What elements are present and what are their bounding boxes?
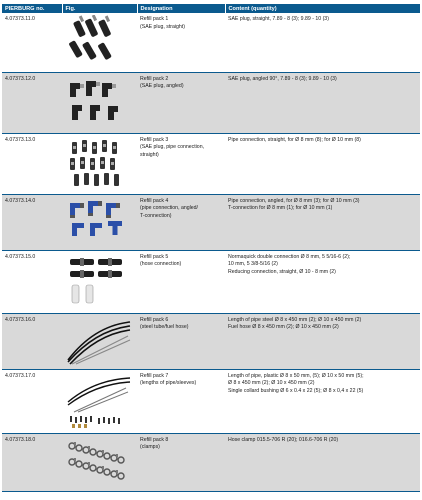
content-line: Length of pipe, plastic Ø 8 x 50 mm, (5); Ø 10 x 50 mm (5);: [228, 372, 364, 379]
designation-title: Refill pack 2: [140, 75, 169, 82]
content-line: Pipe connection, angled, for Ø 8 mm (3); for Ø 10 mm (3): [228, 197, 360, 204]
designation-title: Refill pack 4: [140, 197, 169, 204]
steel-tube-fuel-hose-icon: [64, 316, 134, 366]
part-number: 4.07373.12.0: [2, 72, 62, 133]
designation-title: Refill pack 7: [140, 372, 169, 379]
content-line: Normaquick double connection Ø 8 mm, 5 5/16-6 (2);: [228, 253, 351, 260]
designation-subtitle: T-connection): [140, 212, 172, 219]
part-number: 4.07373.11.0: [2, 13, 62, 72]
table-row: [2, 250, 420, 313]
designation-title: Refill pack 8: [140, 436, 169, 443]
designation-subtitle: (pipe connection, angled/: [140, 205, 198, 212]
table-row: [2, 72, 420, 133]
designation-subtitle: (steel tube/fuel hose): [140, 324, 189, 331]
part-number: 4.07373.17.0: [2, 369, 62, 433]
designation-subtitle: (clamps): [140, 444, 160, 451]
table-header-row: [2, 4, 420, 13]
part-number: 4.07373.13.0: [2, 133, 62, 194]
content-line: 10 mm, 5 3/8-5/16 (2): [228, 261, 278, 268]
content-line: SAE plug, angled 90°, 7.89 - 8 (3); 9.89 - 10 (3): [228, 75, 337, 82]
part-number: 4.07373.16.0: [2, 313, 62, 369]
part-number: 4.07373.15.0: [2, 250, 62, 313]
table-row: [2, 369, 420, 433]
content-line: Hose clamp 015.5-706 R (20); 016.6-706 R (20): [228, 436, 339, 443]
content-line: Fuel hose Ø 8 x 450 mm (2); Ø 10 x 450 mm (2): [228, 324, 339, 331]
hose-connection-icon: [64, 253, 134, 309]
table-row: [2, 133, 420, 194]
content-line: Pipe connection, straight, for Ø 8 mm (8); for Ø 10 mm (8): [228, 136, 361, 143]
header-designation: Designation: [137, 4, 225, 13]
part-number: 4.07373.14.0: [2, 194, 62, 250]
content-line: Single collard bushing Ø 6 x 0.4 x 22 (5); Ø 8 x 0,4 x 22 (5): [228, 387, 364, 394]
designation-title: Refill pack 5: [140, 253, 169, 260]
designation-title: Refill pack 1: [140, 16, 169, 22]
header-part-number: PIERBURG no.: [2, 4, 62, 13]
hose-clamps-icon: [64, 436, 134, 488]
content-line: SAE plug, straight, 7.89 - 8 (3); 9.89 - 10 (3): [228, 16, 329, 22]
content-line: Length of pipe steel Ø 8 x 450 mm (2); Ø 10 x 450 mm (2): [228, 316, 362, 323]
header-content: Content (quantity): [225, 4, 420, 13]
pipe-lengths-sleeves-icon: [64, 372, 134, 430]
designation-title: Refill pack 6: [140, 316, 169, 323]
designation-subtitle: (SAE plug, pipe connection,: [140, 144, 205, 151]
angled-pipe-connection-icon: [64, 197, 134, 247]
header-figure: Fig.: [62, 4, 137, 13]
refill-pack-table: [2, 4, 421, 492]
content-line: Reducing connection, straight, Ø 10 - 8 mm (2): [228, 268, 336, 275]
angled-sae-plug-icon: [64, 75, 134, 129]
table-row: [2, 194, 420, 250]
part-number: 4.07373.18.0: [2, 433, 62, 491]
designation-subtitle: (SAE plug, straight): [140, 23, 185, 30]
table-row: [2, 313, 420, 369]
table-row: [2, 13, 420, 72]
table-row: [2, 433, 420, 491]
straight-pipe-connection-icon: [64, 136, 134, 190]
content-line: T-connection for Ø 8 mm (1); for Ø 10 mm (1): [228, 205, 333, 212]
designation-title: Refill pack 3: [140, 136, 169, 143]
designation-subtitle: (SAE plug, angled): [140, 83, 184, 90]
parts-table-page: [2, 4, 420, 492]
designation-subtitle: (lengths of pipe/sleeves): [140, 380, 197, 387]
straight-sae-plug-icon: [64, 15, 134, 67]
content-line: Ø 8 x 450 mm (2); Ø 10 x 450 mm (2): [228, 380, 315, 387]
designation-subtitle: (hose connection): [140, 261, 182, 268]
designation-subtitle: straight): [140, 151, 159, 158]
